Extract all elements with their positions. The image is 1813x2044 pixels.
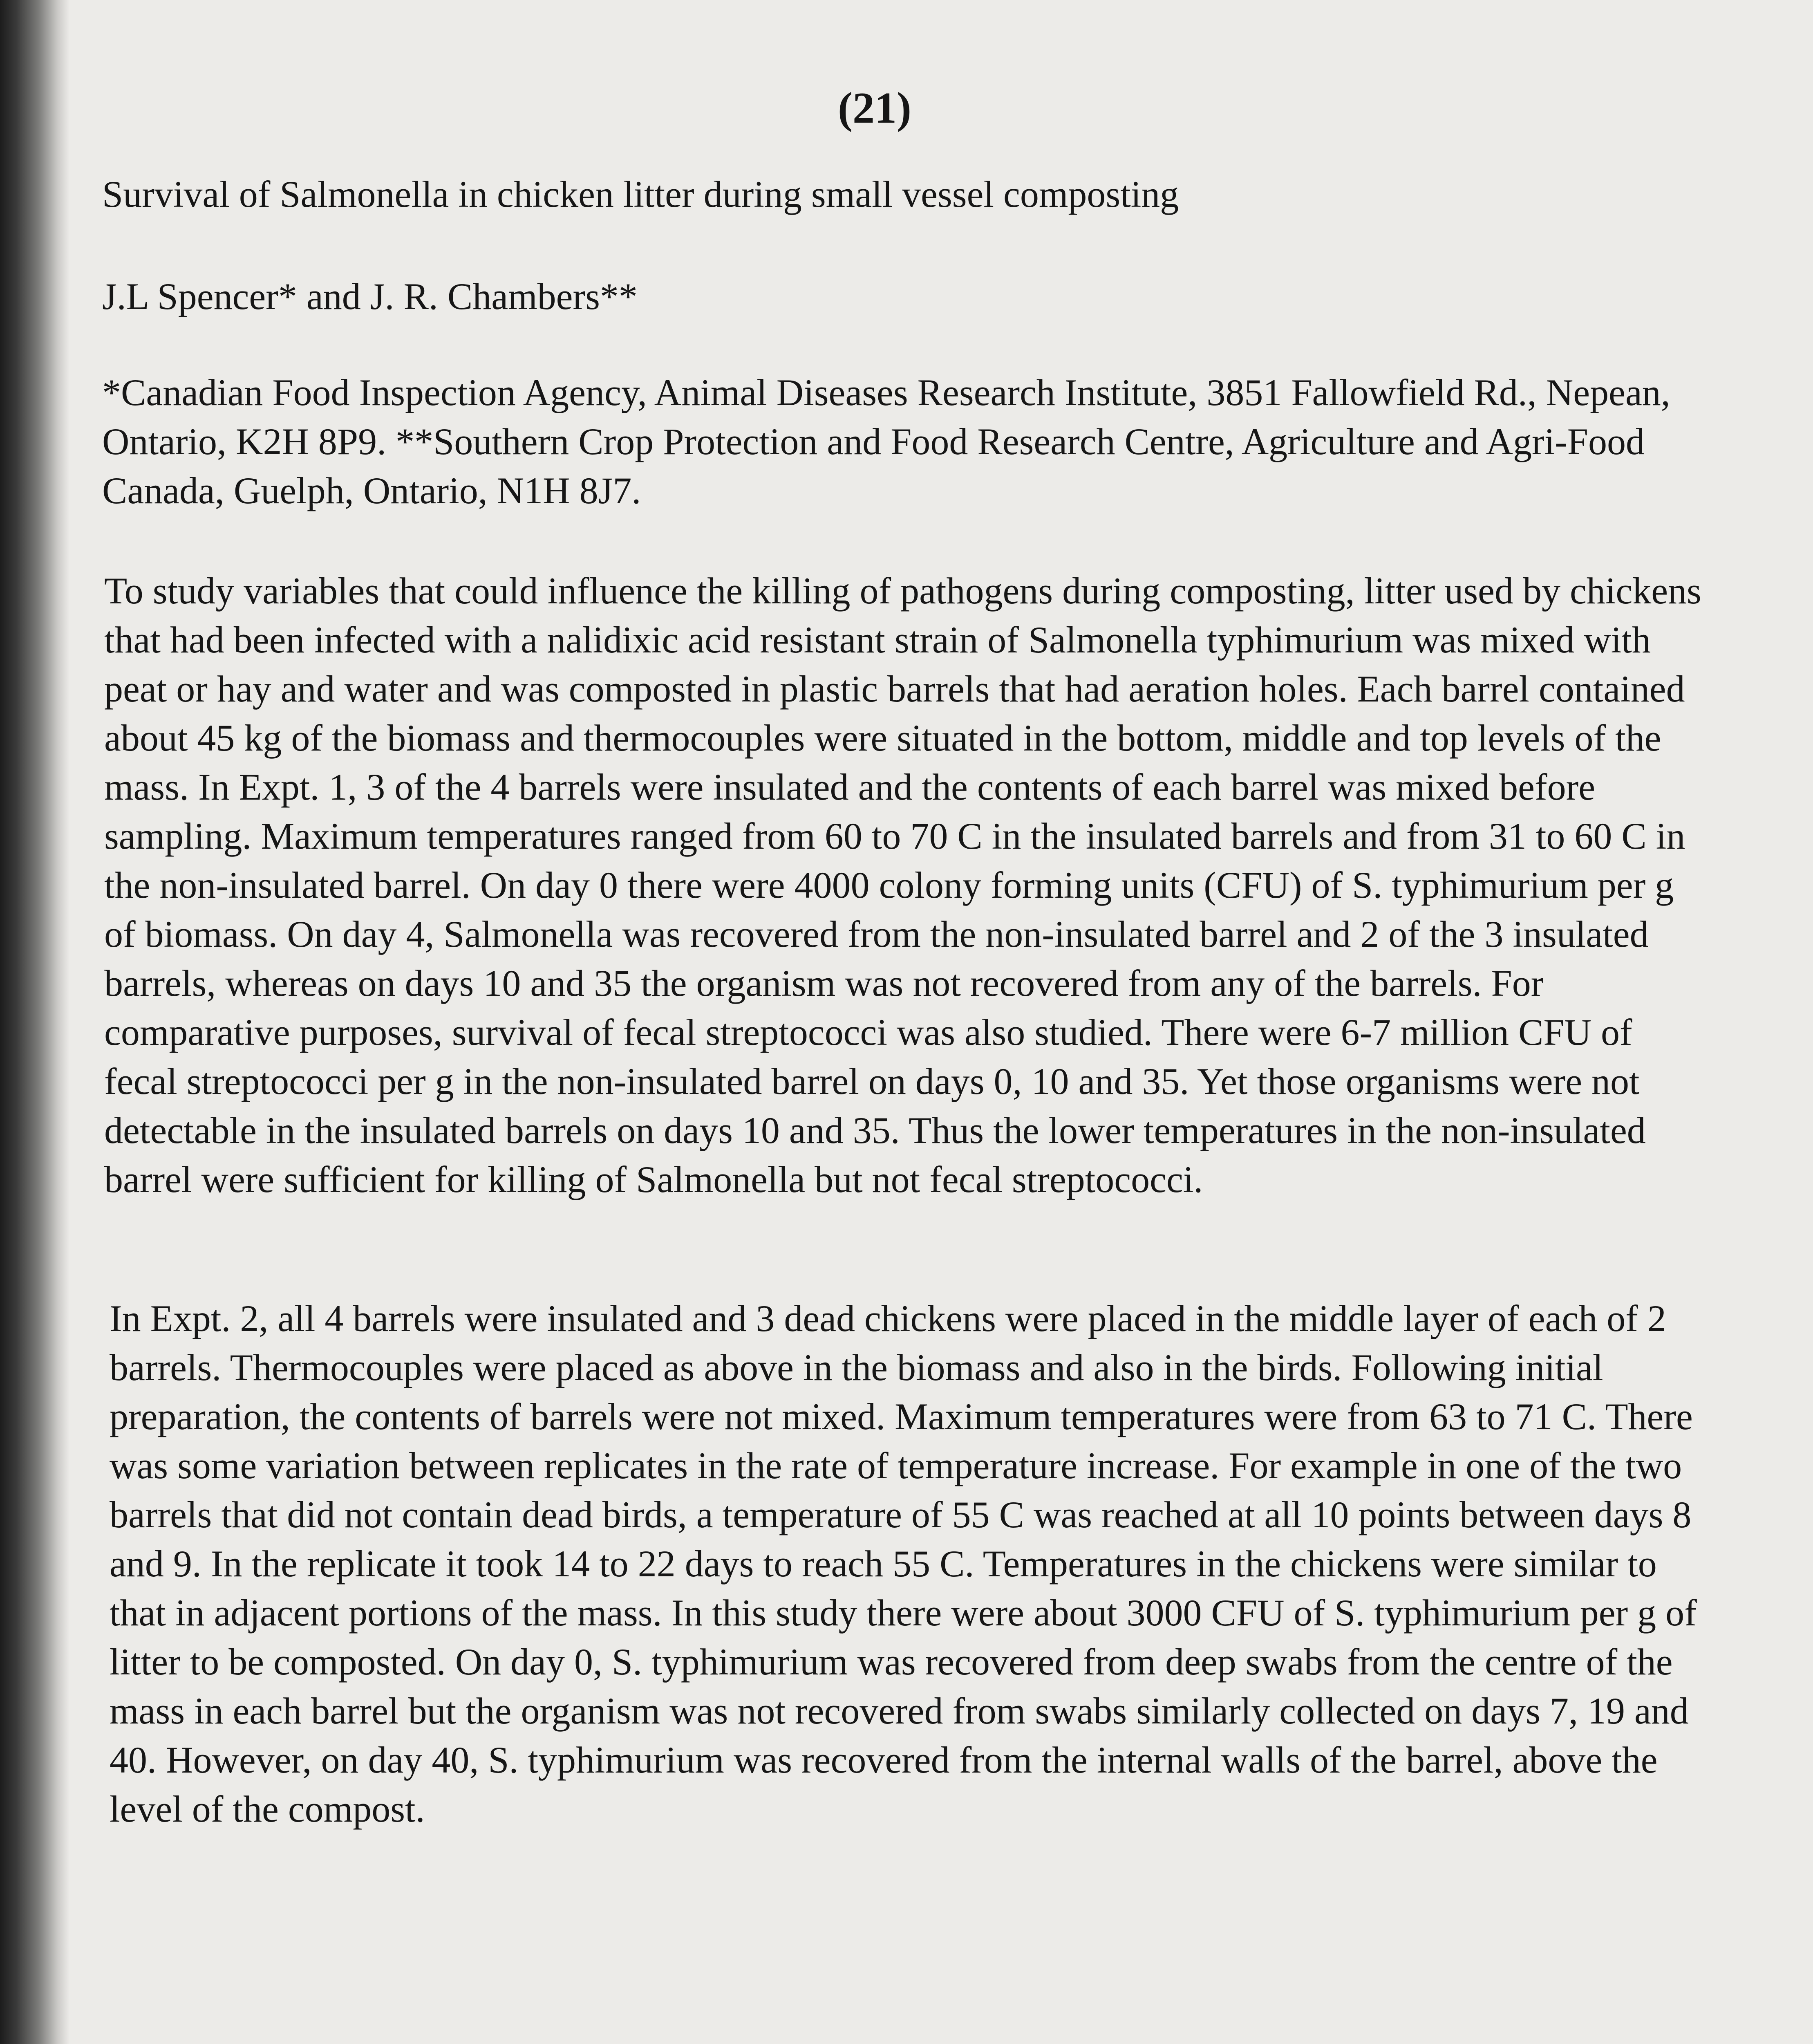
body-paragraph-expt-2: In Expt. 2, all 4 barrels were insulated and 3 dead chickens were placed in the middle layer of each of 2 barrels. Thermocouples were placed as above in the biomass and also in the birds. Following initial preparation, the contents of barrels were not mixed. Maximum temperatures were from 63 to 71 C. There was some variation between replicates in the rate of temperature increase. For example in one of the two barrels that did not contain dead birds, a temperature of 55 C was reached at all 10 points between days 8 and 9. In the replicate it took 14 to 22 days to reach 55 C. Temperatures in the chickens were similar to that in adjacent portions of the mass. In this study there were about 3000 CFU of S. typhimurium per g of litter to be composted. On day 0, S. typhimurium was recovered from deep swabs from the centre of the mass in each barrel but the organism was not recovered from swabs similarly collected on days 7, 19 and 40. However, on day 40, S. typhimurium was recovered from the internal walls of the barrel, above the level of the compost. (110, 1298, 1697, 1830)
body-paragraph-expt-1: To study variables that could influence the killing of pathogens during composting, litter used by chickens that had been infected with a nalidixic acid resistant strain of Salmonella typhimurium was mixed with peat or hay and water and was composted in plastic barrels that had aeration holes. Each barrel contained about 45 kg of the biomass and thermocouples were situated in the bottom, middle and top levels of the mass. In Expt. 1, 3 of the 4 barrels were insulated and the contents of each barrel was mixed before sampling. Maximum temperatures ranged from 60 to 70 C in the insulated barrels and from 31 to 60 C in the non-insulated barrel. On day 0 there were 4000 colony forming units (CFU) of S. typhimurium per g of biomass. On day 4, Salmonella was recovered from the non-insulated barrel and 2 of the 3 insulated barrels, whereas on days 10 and 35 the organism was not recovered from any of the barrels. For comparative purposes, survival of fecal streptococci was also studied. There were 6-7 million CFU of fecal streptococci per g in the non-insulated barrel on days 0, 10 and 35. Yet those organisms were not detectable in the insulated barrels on days 10 and 35. Thus the lower temperatures in the non-insulated barrel were sufficient for killing of Salmonella but not fecal streptococci. (104, 570, 1701, 1200)
paper-title: Survival of Salmonella in chicken litter during small vessel composting (102, 173, 1179, 215)
section-number: (21) (838, 84, 911, 132)
authors: J.L Spencer* and J. R. Chambers** (102, 276, 638, 317)
affiliation: *Canadian Food Inspection Agency, Animal Diseases Research Institute, 3851 Fallowfield Rd., Nepean, Ontario, K2H 8P9. **Southern Crop Protection and Food Research Centre, Agriculture and Agri-Food Canada, Guelph, Ontario, N1H 8J7. (102, 372, 1670, 511)
